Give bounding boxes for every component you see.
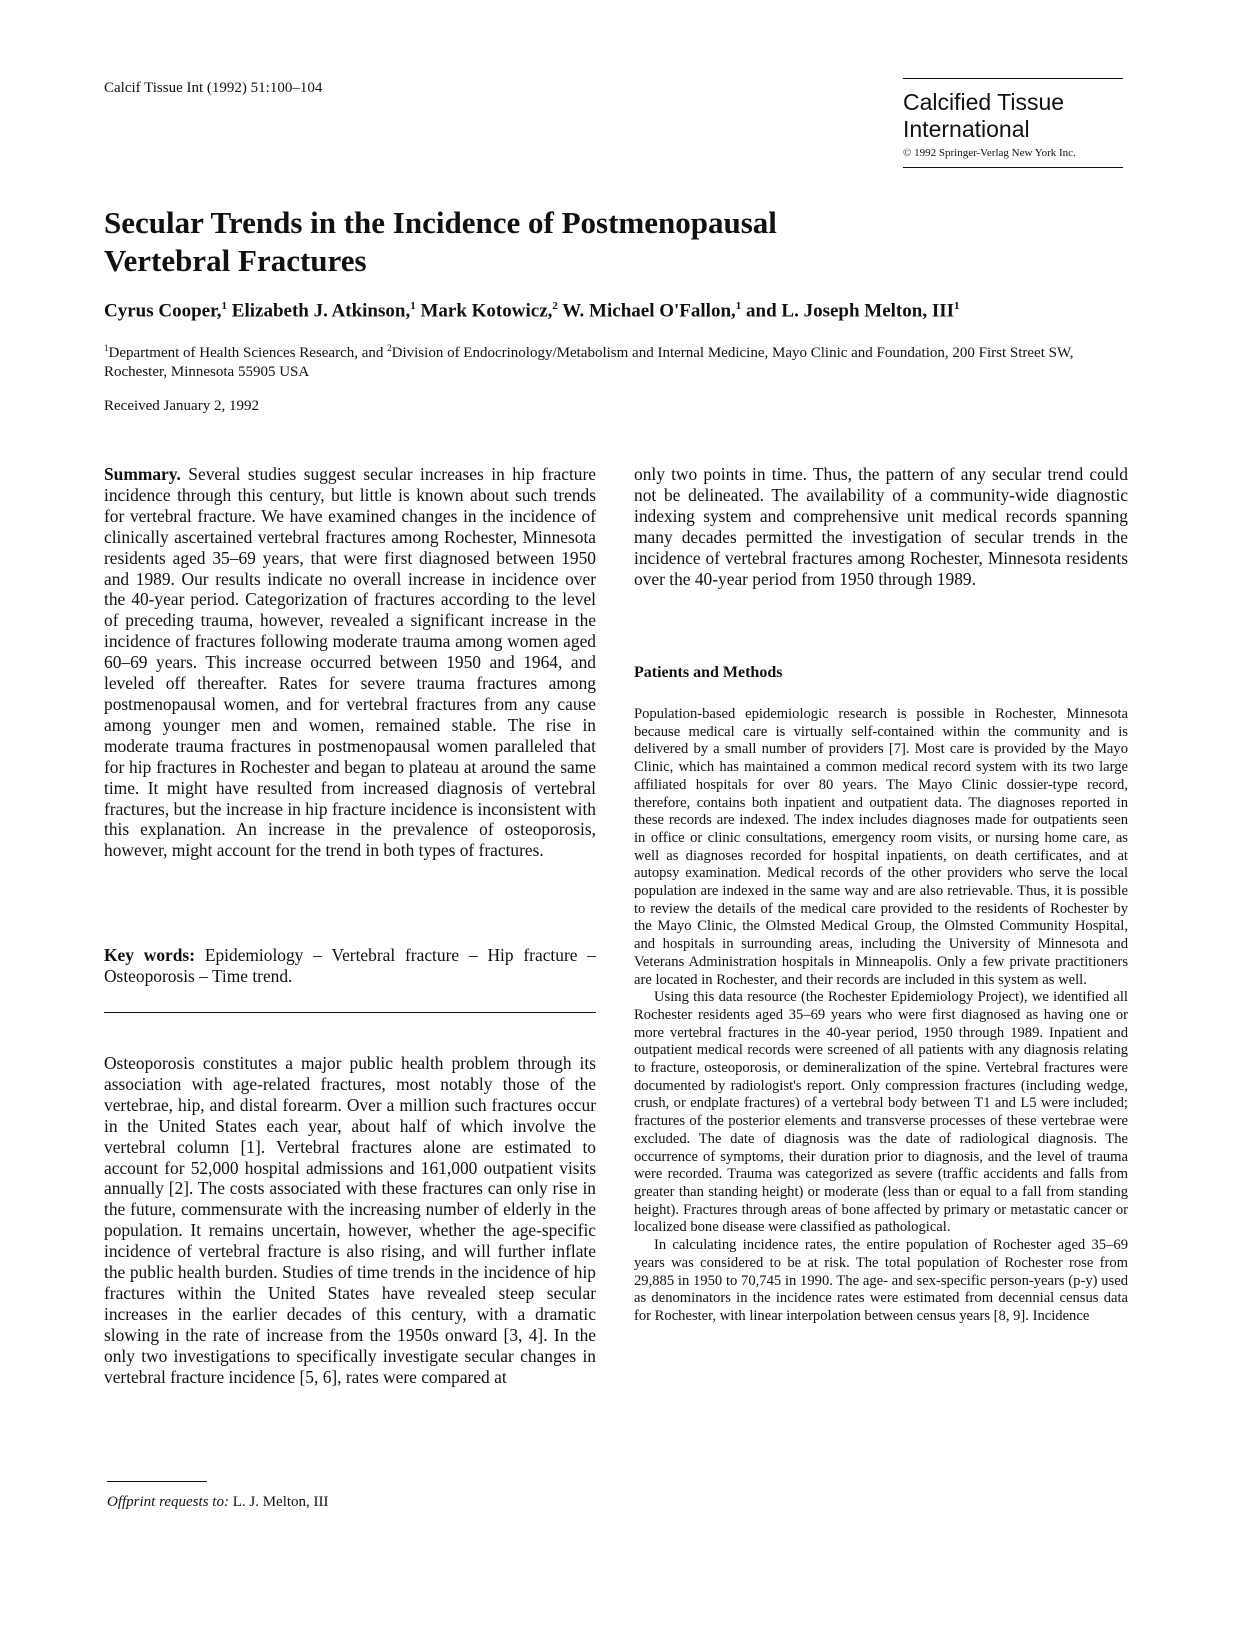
copyright: © 1992 Springer-Verlag New York Inc.: [903, 147, 1076, 159]
title-line2: Vertebral Fractures: [104, 243, 367, 278]
methods-paragraph: Using this data resource (the Rochester Epidemiology Project), we identified all Rochester residents aged 35–69 years who were first diagnosed as having one or more vertebral fractures in the 40-year period, 1950 through 1989. Inpatient and outpatient medical records were screened of all patients with any diagnosis relating to fracture, osteoporosis, or demineralization of the spine. Vertebral fractures were documented by radiologist's report. Only compression fractures (including wedge, crush, or endplate fractures) of a vertebral body between T1 and L5 were included; fractures of the posterior elements and transverse processes of these vertebrae were excluded. The date of diagnosis was the date of radiological diagnosis. The occurrence of symptoms, their duration prior to diagnosis, and the level of trauma were recorded. Trauma was categorized as severe (traffic accidents and falls from greater than standing height) or moderate (less than or equal to a fall from standing height). Fractures through areas of bone affected by primary or metastatic cancer or localized bone disease were classified as pathological.: [634, 989, 1128, 1236]
introduction-paragraph: Osteoporosis constitutes a major public health problem through its association with age-related fractures, most notably those of the vertebrae, hip, and distal forearm. Over a million such fractures occur in the United States each year, about half of which involve the vertebral column [1]. Vertebral fractures alone are estimated to account for 52,000 hospital admissions and 161,000 outpatient visits annually [2]. The costs associated with these fractures can only rise in the future, commensurate with the increasing number of elderly in the population. It remains uncertain, however, whether the age-specific incidence of vertebral fracture is also rising, and will further inflate the public health burden. Studies of time trends in the incidence of hip fractures within the United States have revealed steep secular increases in the earlier decades of this century, with a dramatic slowing in the rate of increase from the 1950s onward [3, 4]. In the only two investigations to specifically investigate secular changes in vertebral fracture incidence [5, 6], rates were compared at: [104, 1053, 596, 1387]
summary-label: Summary.: [104, 464, 181, 484]
affiliation-text: Department of Health Sciences Research, and: [108, 345, 388, 361]
affiliation-text: Division of Endocrinology/Metabolism and Internal Medicine, Mayo Clinic and Foundation, 200 First Street SW, Rochester, Minnesota 55905 USA: [104, 345, 1074, 380]
affiliation-marker: 1: [104, 343, 109, 353]
summary-text: Several studies suggest secular increases in hip fracture incidence through this century, but little is known about such trends for vertebral fracture. We have examined changes in the incidence of clinically ascertained vertebral fractures among Rochester, Minnesota residents aged 35–69 years, that were first diagnosed between 1950 and 1989. Our results indicate no overall increase in incidence over the 40-year period. Categorization of fractures according to the level of preceding trauma, however, revealed a significant increase in the incidence of fractures following moderate trauma among women aged 60–69 years. This increase occurred between 1950 and 1964, and leveled off thereafter. Rates for severe trauma fractures among postmenopausal women, and for vertebral fractures from any cause among younger men and women, remained stable. The rise in moderate trauma fractures in postmenopausal women paralleled that for hip fractures in Rochester and began to plateau at around the same time. It might have resulted from increased diagnosis of vertebral fractures, but the increase in hip fracture incidence is inconsistent with this explanation. An increase in the prevalence of osteoporosis, however, might account for the trend in both types of fractures.: [104, 464, 596, 861]
methods-paragraph: In calculating incidence rates, the entire population of Rochester aged 35–69 years was considered to be at risk. The total population of Rochester rose from 29,885 in 1950 to 70,745 in 1990. The age- and sex-specific person-years (p-y) used as denominators in the incidence rates were estimated from decennial census data for Rochester, with linear interpolation between census years [8, 9]. Incidence: [634, 1237, 1128, 1324]
keywords-paragraph: [104, 945, 596, 987]
author-list: [104, 300, 1154, 322]
keywords-text: Epidemiology – Vertebral fracture – Hip fracture – Osteoporosis – Time trend.: [104, 945, 596, 986]
author-name: Elizabeth J. Atkinson,: [231, 300, 411, 322]
introduction-continued: only two points in time. Thus, the pattern of any secular trend could not be delineated. The availability of a community-wide diagnostic indexing system and comprehensive unit medical records spanning many decades permitted the investigation of secular trends in the incidence of vertebral fractures among Rochester, Minnesota residents over the 40-year period from 1950 through 1989.: [634, 464, 1128, 589]
author-name: and L. Joseph Melton, III: [746, 300, 955, 322]
methods-body: [634, 706, 1128, 1326]
offprint-label: Offprint requests to:: [107, 1494, 229, 1510]
author-affiliation-marker: 1: [221, 300, 228, 312]
journal-name-line1: Calcified Tissue: [903, 89, 1065, 115]
summary-paragraph: [104, 464, 596, 861]
article-title: [104, 204, 1004, 280]
journal-name: [903, 89, 1123, 143]
methods-heading: Patients and Methods: [634, 664, 783, 681]
offprint-text: L. J. Melton, III: [228, 1494, 329, 1510]
author-name: W. Michael O'Fallon,: [562, 300, 736, 322]
author-name: Cyrus Cooper,: [104, 300, 222, 322]
received-date: Received January 2, 1992: [104, 398, 259, 414]
affiliation-marker: 2: [387, 343, 392, 353]
author-affiliation-marker: 1: [954, 300, 960, 312]
masthead-bottom-rule: [903, 167, 1123, 168]
affiliations: [104, 339, 1134, 382]
journal-citation: Calcif Tissue Int (1992) 51:100–104: [104, 80, 323, 96]
methods-paragraph: Population-based epidemiologic research is possible in Rochester, Minnesota because medical care is virtually self-contained within the community and is delivered by a small number of providers [7]. Most care is provided by the Mayo Clinic, which has maintained a common medical record system with its two large affiliated hospitals for over 80 years. The Mayo Clinic dossier-type record, therefore, contains both inpatient and outpatient data. The diagnoses reported in these records are indexed. The index includes diagnoses made for outpatients seen in office or clinic consultations, emergency room visits, or nursing home care, as well as diagnoses recorded for hospital inpatients, on death certificates, and at autopsy examination. Medical records of the other providers who serve the local population are indexed in the same way and are also retrievable. Thus, it is possible to review the details of the medical care provided to the residents of Rochester by the Mayo Clinic, the Olmsted Medical Group, the Olmsted Community Hospital, and hospitals in surrounding areas, including the University of Minnesota and Veterans Administration hospitals in Minneapolis. Only a few private practitioners are located in Rochester, and their records are included in this system as well.: [634, 706, 1128, 988]
footnote-rule: [107, 1481, 207, 1482]
section-divider: [104, 1012, 596, 1013]
author-affiliation-marker: 1: [410, 300, 416, 312]
author-affiliation-marker: 1: [735, 300, 742, 312]
author-name: Mark Kotowicz,: [420, 300, 553, 322]
offprint-footnote: [107, 1494, 329, 1511]
keywords-label: Key words:: [104, 945, 195, 965]
masthead-top-rule: [903, 78, 1123, 79]
journal-masthead: [903, 78, 1123, 168]
journal-name-line2: International: [903, 116, 1030, 142]
author-affiliation-marker: 2: [552, 300, 558, 312]
title-line1: Secular Trends in the Incidence of Postmenopausal: [104, 205, 777, 240]
